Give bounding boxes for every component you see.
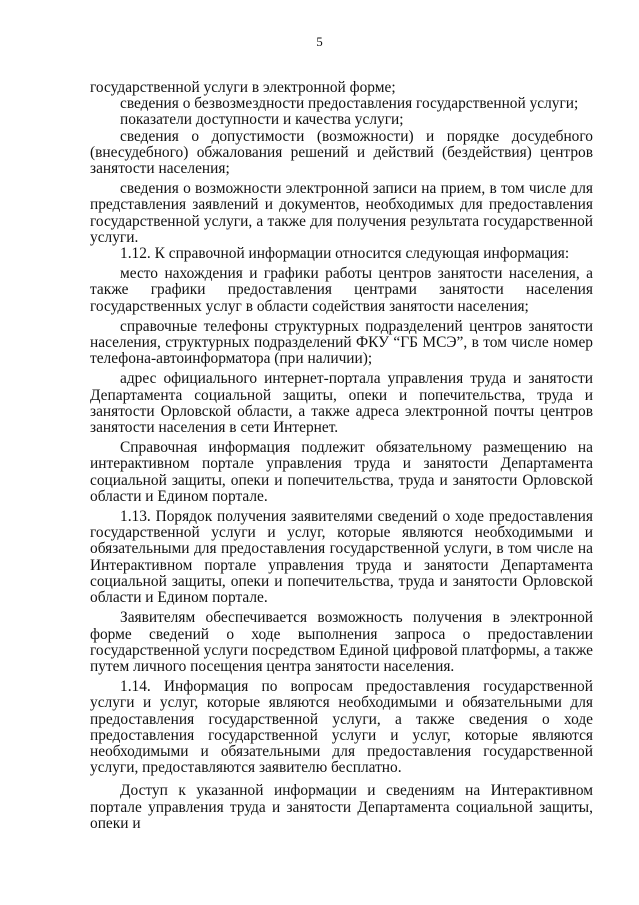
paragraph-section-1-13: 1.13. Порядок получения заявителями сведений о ходе предоставления государственной услуги и услуг, которые являются необходимыми и обязательными для предоставления государственной услуги, в том числе на Интерактивном портале управления труда и занятости Департамента социальной защиты, опеки и попечительства, труда и занятости Орловской области и Едином портале. (90, 508, 593, 607)
paragraph-section-1-12: 1.12. К справочной информации относится следующая информация: (120, 245, 570, 263)
paragraph-electronic-booking: сведения о возможности электронной записи на прием, в том числе для представления заявлений и документов, необходимых для предоставления государственной услуги, а также для получения результата государственной услуги. (90, 180, 593, 246)
paragraph-locations-schedules: место нахождения и графики работы центров занятости населения, а также графики предоставления центрами занятости населения государственных услуг в области содействия занятости населения; (90, 265, 593, 315)
paragraph-phone-numbers: справочные телефоны структурных подразделений центров занятости населения, структурных подразделений ФКУ “ГБ МСЭ”, в том числе номер телефона-автоинформатора (при наличии); (90, 317, 593, 368)
paragraph-quality-indicators: показатели доступности и качества услуги; (120, 111, 404, 129)
paragraph-portal-address: адрес официального интернет-портала управления труда и занятости Департамента социальной защиты, опеки и попечительства, труда и занятости Орловской области, а также адреса электронной почты центров занятости населения в сети Интернет. (90, 370, 593, 437)
paragraph-section-1-14: 1.14. Информация по вопросам предоставления государственной услуги и услуг, которые являются необходимыми и обязательными для предоставления государственной услуги, а также сведения о ходе предоставления государственной услуги и услуг, которые являются необходимыми и обязательными для предоставления государственной услуги, предоставляются заявителю бесплатно. (90, 678, 593, 777)
paragraph-status-tracking: Заявителям обеспечивается возможность получения в электронной форме сведений о ходе выполнения запроса о предоставлении государственной услуги посредством Единой цифровой платформы, а также путем личного посещения центра занятости населения. (90, 609, 593, 675)
paragraph-continuation: государственной услуги в электронной форме; (90, 79, 396, 96)
paragraph-reference-placement: Справочная информация подлежит обязательному размещению на интерактивном портале управления труда и занятости Департамента социальной защиты, опеки и попечительства, труда и занятости Орловской области и Едином портале. (90, 439, 593, 505)
paragraph-appeal-procedure: сведения о допустимости (возможности) и порядке досудебного (внесудебного) обжалования решений и действий (бездействия) центров занятости населения; (90, 127, 593, 178)
paragraph-free-of-charge: сведения о безвозмездности предоставления государственной услуги; (120, 95, 579, 113)
paragraph-access-info: Доступ к указанной информации и сведениям на Интерактивном портале управления труда и занятости Департамента социальной защиты, опеки и (90, 782, 593, 832)
page-number: 5 (316, 34, 323, 49)
document-body (90, 80, 593, 832)
